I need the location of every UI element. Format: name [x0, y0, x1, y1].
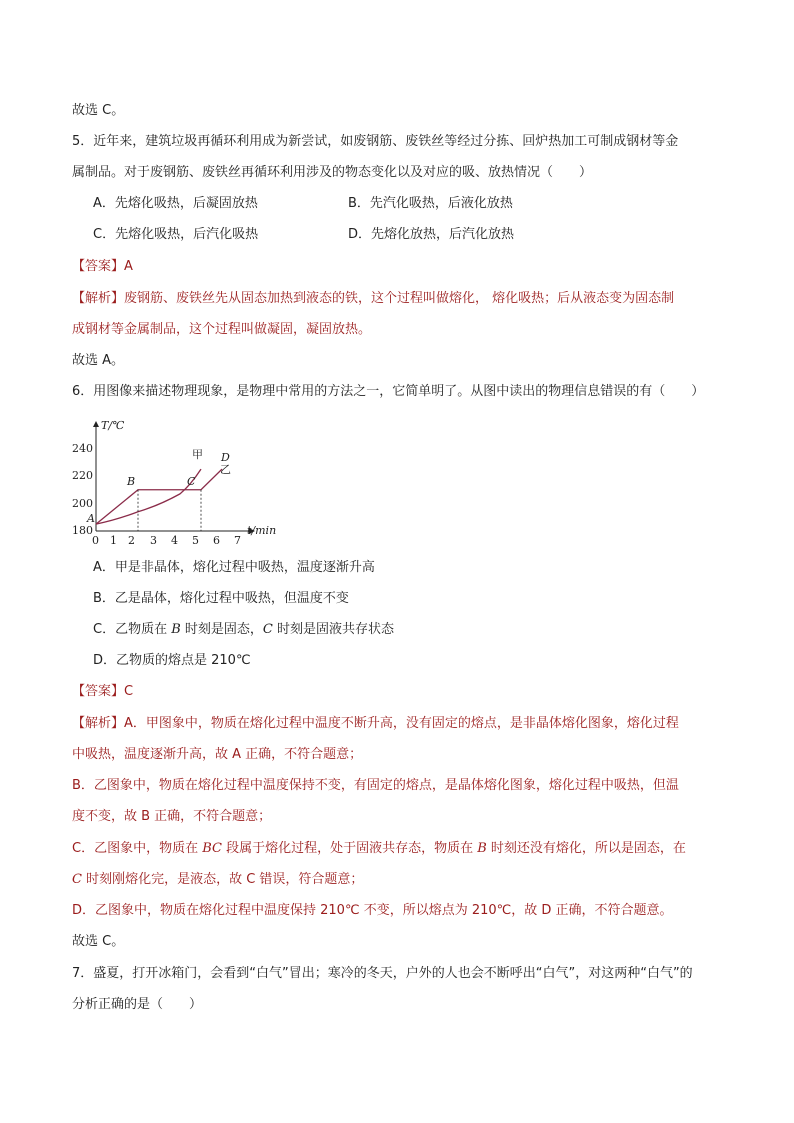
x-tick-2: 2: [128, 534, 135, 547]
q6-option-c: [93, 621, 753, 639]
point-label-a: A: [87, 512, 95, 525]
q6-analysis-b-line2: 度不变，故 B 正确，不符合题意；: [72, 809, 272, 824]
q6-option-a: A．甲是非晶体，熔化过程中吸热，温度逐渐升高: [93, 560, 375, 575]
y-tick-200: 200: [72, 497, 93, 510]
point-label-c: C: [187, 475, 196, 488]
x-tick-0: 0: [92, 534, 99, 547]
q5-answer: 【答案】A: [72, 259, 133, 274]
q6-analysis-c-line1: [72, 840, 732, 858]
x-axis-label: t/min: [247, 524, 277, 537]
q5-conclusion: 故选 A。: [72, 353, 125, 368]
q6-stem: 6．用图像来描述物理现象，是物理中常用的方法之一，它简单明了。从图中读出的物理信息错误的有（ ）: [72, 384, 705, 399]
q6-conclusion: 故选 C。: [72, 934, 125, 949]
q5-option-b: B．先汽化吸热，后液化放热: [348, 196, 513, 211]
q6-analysis-c-mid: 段属于熔化过程，处于固液共存态，物质在: [221, 841, 478, 856]
curve-label-yi: 乙: [220, 463, 231, 476]
x-tick-1: 1: [110, 534, 117, 547]
q6-analysis-c-b: B: [477, 841, 487, 856]
q6-analysis-a-line1: 【解析】A．甲图象中，物质在熔化过程中温度不断升高，没有固定的熔点，是非晶体熔化图象，熔化过程: [72, 716, 679, 731]
x-tick-4: 4: [171, 534, 178, 547]
q6-answer: 【答案】C: [72, 684, 134, 699]
x-tick-6: 6: [213, 534, 220, 547]
q5-stem-line1: 5．近年来，建筑垃圾再循环利用成为新尝试，如废钢筋、废铁丝等经过分拣、回炉热加工可制成钢材等金: [72, 134, 679, 149]
q5-option-d: D．先熔化放热，后汽化放热: [348, 227, 515, 242]
q5-analysis-line1: 【解析】废钢筋、废铁丝先从固态加热到液态的铁，这个过程叫做熔化， 熔化吸热；后从液态变为固态制: [72, 291, 675, 306]
x-tick-3: 3: [150, 534, 157, 547]
q5-stem-line2: 属制品。对于废钢筋、废铁丝再循环利用涉及的物态变化以及对应的吸、放热情况（ ）: [72, 165, 593, 180]
q6-option-b: B．乙是晶体，熔化过程中吸热，但温度不变: [93, 591, 349, 606]
q6-option-c-point-c: C: [262, 622, 273, 637]
y-tick-220: 220: [72, 469, 93, 482]
q5-option-c: C．先熔化吸热，后汽化吸热: [93, 227, 259, 242]
point-label-b: B: [127, 475, 136, 488]
q5-option-a: A．先熔化吸热，后凝固放热: [93, 196, 258, 211]
q6-option-c-point-b: B: [171, 622, 181, 637]
curve-jia: [96, 469, 201, 524]
q6-analysis-c-bc: BC: [202, 841, 222, 856]
y-tick-240: 240: [72, 442, 93, 455]
x-tick-7: 7: [234, 534, 241, 547]
point-label-d: D: [221, 451, 230, 464]
x-tick-5: 5: [192, 534, 199, 547]
x-tick-labels: [92, 534, 241, 547]
q6-analysis-c-post: 时刻还没有熔化，所以是固态，在: [486, 841, 686, 856]
q6-option-c-post: 时刻是固液共存状态: [272, 622, 395, 637]
q6-option-d: D．乙物质的熔点是 210℃: [93, 653, 251, 668]
q6-analysis-c-line2: [72, 871, 732, 889]
q6-analysis-a-line2: 中吸热，温度逐渐升高，故 A 正确，不符合题意；: [72, 747, 363, 762]
temperature-time-graph: [70, 412, 277, 547]
curve-label-jia: 甲: [192, 448, 203, 461]
q4-conclusion: 故选 C。: [72, 103, 125, 118]
q6-option-c-pre: C．乙物质在: [93, 622, 172, 637]
q6-analysis-c-pre: C．乙图象中，物质在: [72, 841, 203, 856]
y-tick-180: 180: [72, 524, 93, 537]
q5-analysis-line2: 成钢材等金属制品，这个过程叫做凝固，凝固放热。: [72, 322, 372, 337]
q7-stem-line1: 7．盛夏，打开冰箱门，会看到“白气”冒出；寒冷的冬天，户外的人也会不断呼出“白气”，对这两种“白气”的: [72, 966, 693, 981]
y-axis-label: T/℃: [101, 419, 125, 432]
q6-analysis-c2-post: 时刻刚熔化完，是液态，故 C 错误，符合题意；: [81, 872, 364, 887]
q7-stem-line2: 分析正确的是（ ）: [72, 997, 203, 1012]
q6-analysis-b-line1: B．乙图象中，物质在熔化过程中温度保持不变，有固定的熔点，是晶体熔化图象，熔化过程中吸热，但温: [72, 778, 679, 793]
q6-analysis-d-line: D．乙图象中，物质在熔化过程中温度保持 210℃ 不变，所以熔点为 210℃，故 D 正确，不符合题意。: [72, 903, 673, 918]
q6-analysis-c2-c: C: [72, 872, 82, 887]
q6-option-c-mid: 时刻是固态，: [180, 622, 263, 637]
curve-yi: [96, 469, 222, 524]
